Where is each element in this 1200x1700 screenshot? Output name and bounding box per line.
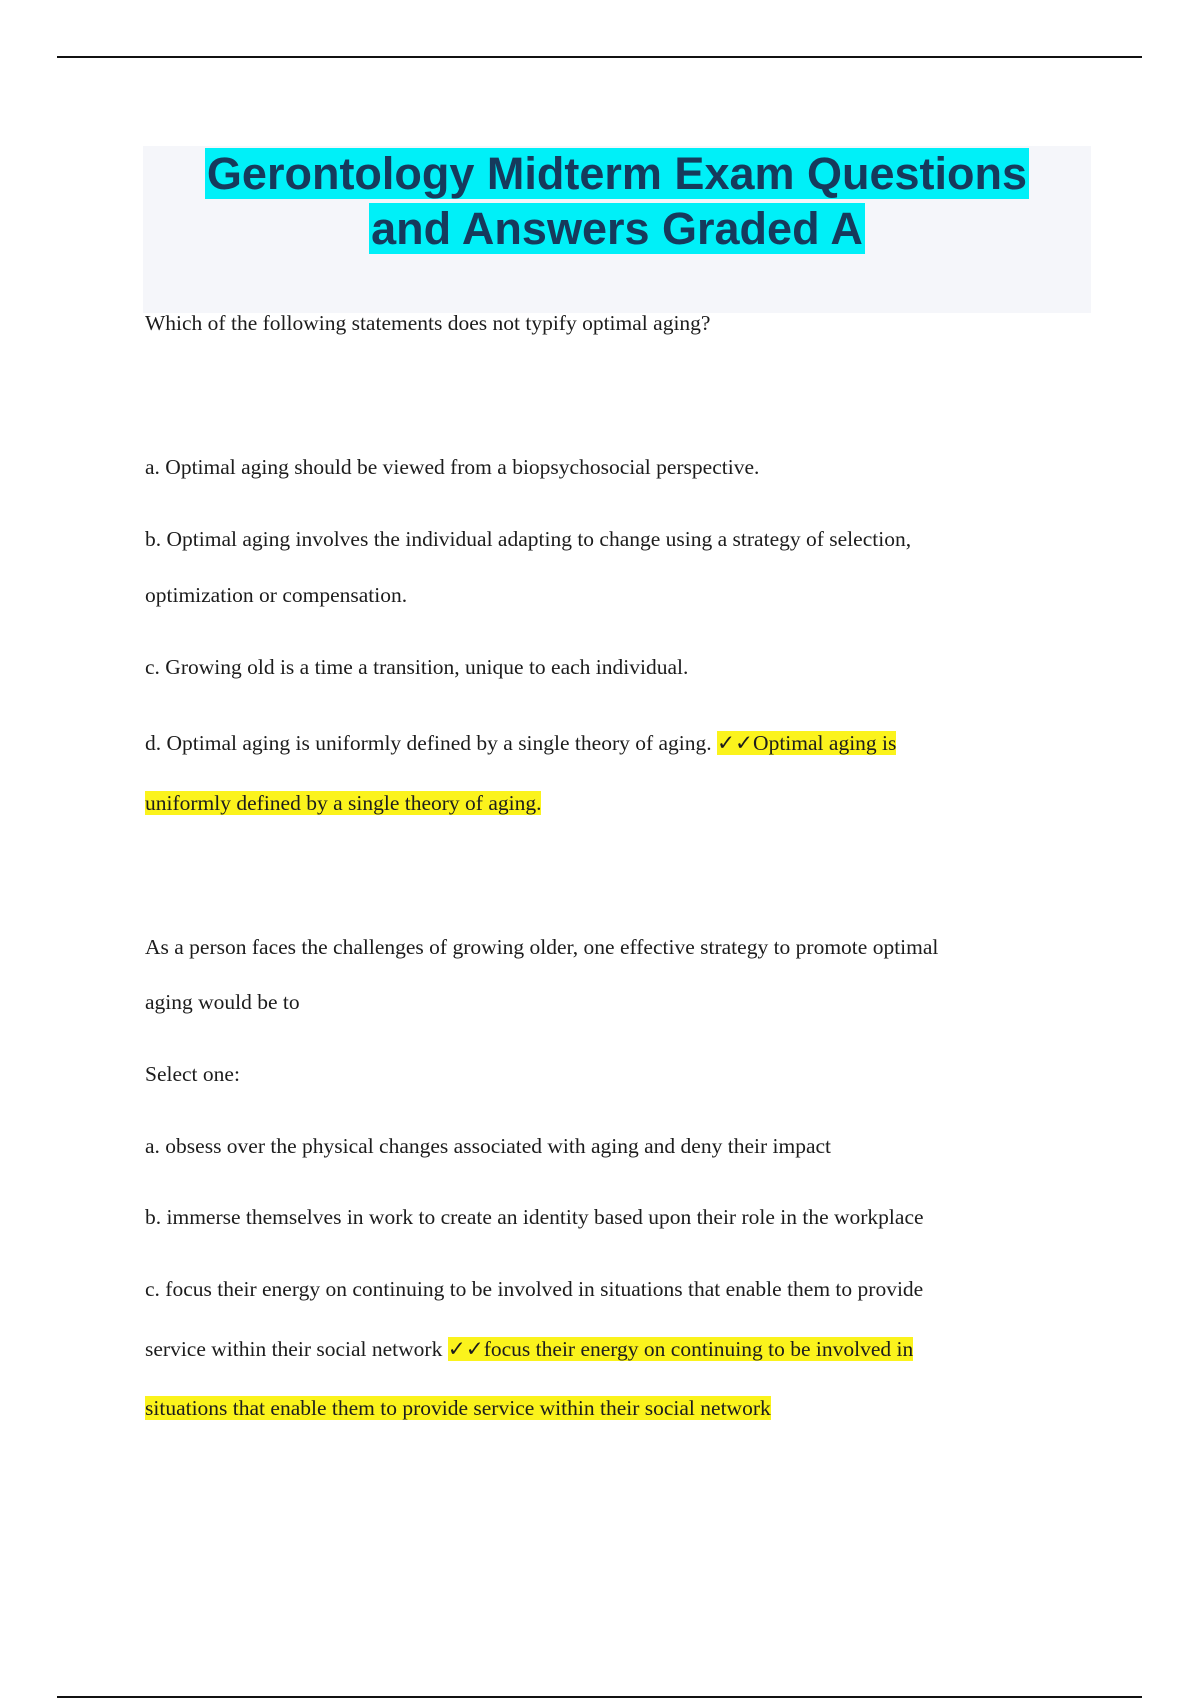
q1-answer-line2: uniformly defined by a single theory of aging. bbox=[145, 791, 542, 815]
q2-option-b: b. immerse themselves in work to create an identity based upon their role in the workplace bbox=[145, 1205, 924, 1229]
q2-question-line2: aging would be to bbox=[145, 990, 300, 1014]
q1-option-c: c. Growing old is a time a transition, unique to each individual. bbox=[145, 655, 689, 679]
page-title bbox=[143, 146, 1091, 256]
q2-option-c-row bbox=[145, 1337, 1065, 1362]
top-rule bbox=[57, 56, 1142, 58]
q2-option-c-line2: service within their social network bbox=[145, 1337, 443, 1361]
q2-option-c-line1: c. focus their energy on continuing to be involved in situations that enable them to provide bbox=[145, 1277, 924, 1301]
q2-question-line1: As a person faces the challenges of growing older, one effective strategy to promote optimal bbox=[145, 935, 939, 959]
q1-option-a: a. Optimal aging should be viewed from a biopsychosocial perspective. bbox=[145, 455, 760, 479]
q1-option-b-line1: b. Optimal aging involves the individual adapting to change using a strategy of selection, bbox=[145, 527, 912, 551]
title-line-1: Gerontology Midterm Exam Questions bbox=[206, 148, 1028, 199]
q2-answer-line2: situations that enable them to provide service within their social network bbox=[145, 1396, 771, 1420]
q2-answer-line1: ✓✓focus their energy on continuing to be involved in bbox=[447, 1337, 914, 1361]
q1-option-b-line2: optimization or compensation. bbox=[145, 583, 408, 607]
q1-question: Which of the following statements does not typify optimal aging? bbox=[145, 311, 711, 335]
q2-answer-row bbox=[145, 1396, 1065, 1421]
bottom-rule bbox=[57, 1696, 1142, 1698]
q2-select-one: Select one: bbox=[145, 1062, 240, 1086]
q1-answer-row bbox=[145, 791, 1065, 816]
q2-option-a: a. obsess over the physical changes associated with aging and deny their impact bbox=[145, 1134, 832, 1158]
title-line-2: and Answers Graded A bbox=[371, 203, 863, 254]
q1-option-d: d. Optimal aging is uniformly defined by a single theory of aging. bbox=[145, 731, 712, 755]
q1-answer-line1: ✓✓Optimal aging is bbox=[717, 731, 897, 755]
q1-option-d-row bbox=[145, 731, 1065, 756]
